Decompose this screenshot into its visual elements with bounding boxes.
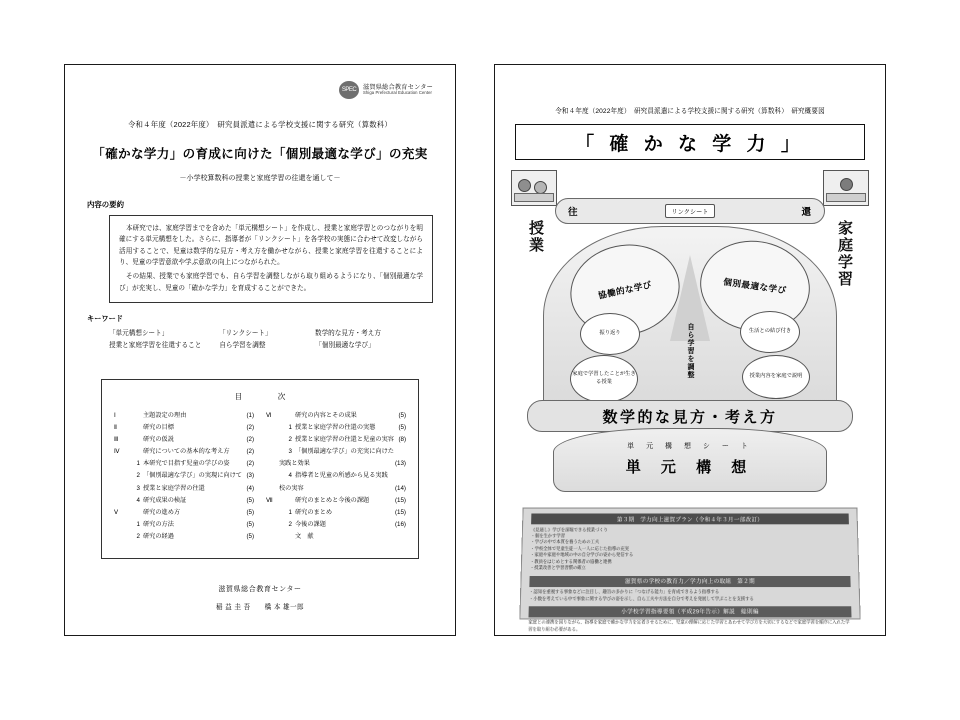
toc-entry-text: 研究のまとめ — [295, 508, 333, 516]
keyword: 授業と家庭学習を往還すること — [109, 342, 202, 350]
toc-entry-text: 指導者と児童の所感から見る実践 — [295, 472, 388, 480]
keyword: 数学的な見方・考え方 — [315, 329, 381, 337]
toc-entry[interactable] — [266, 434, 406, 446]
home-study-illustration-icon — [823, 170, 869, 206]
toc-entry[interactable] — [266, 410, 406, 422]
unit-plan-label: 単 元 構 想 — [625, 459, 755, 476]
note-line: ・認知を重視する事象などに注目し、趣旨の多かりに「つなげる能力」を育成できるよう指導する — [529, 589, 720, 595]
circle-explain-at-home — [742, 355, 810, 399]
toc-entry-text: 研究の進め方 — [143, 508, 181, 516]
toc-entry-text: 文 献 — [295, 532, 314, 540]
toc-entry-subnumber: 2 — [288, 520, 292, 528]
note-title-3: 小学校学習指導要領（平成29年告示）解説 総則編 — [528, 606, 851, 617]
toc-entry-text: 研究成果の検証 — [143, 496, 187, 504]
toc-entry[interactable] — [266, 483, 406, 495]
note-line: ・小数を考えている中で事象に関する学びの姿を示し、自ら工夫や方法を自分で考えを発展して学ぶことを支援する — [528, 595, 754, 601]
note-line: 《見通し》学びを深堀できる授業づくり — [530, 526, 608, 532]
toc-entry-text: 授業と家庭学習の往還と児童の実容 — [295, 436, 394, 444]
toc-entry[interactable] — [114, 495, 254, 507]
toc-entry[interactable] — [266, 507, 406, 519]
toc-entry-text: 研究の内容とその成果 — [295, 412, 357, 419]
circle-reflection-label: 振り返り — [599, 330, 621, 337]
logo-en-name: Shiga Prefectural Education Center — [362, 90, 433, 96]
toc-entry-number: Ⅲ — [114, 436, 119, 444]
toc-entry-number: Ⅳ — [114, 448, 120, 456]
document-page-left — [64, 64, 456, 636]
overview-title-box — [515, 124, 865, 160]
toc-entry-page: (3) — [246, 472, 254, 480]
toc-entry-subnumber: 2 — [288, 436, 292, 444]
toc-entry-text: 研究の目標 — [143, 424, 174, 432]
abstract-paragraph-1: 本研究では、家庭学習までを含めた「単元構想シート」を作成し、授業と家庭学習とのつながりを明確にする単元構想をした。さらに、指導者が「リンクシート」を各学校の実態に合わせて改変しながら活用することで、児童は数学的な見方・考え方を働かせながら、授業と家庭学習を往還することにより、児童の学習意欲や学ぶ意欲の向上につながられた。 — [119, 225, 423, 266]
overview-kicker: 令和４年度（2022年度） 研究員派遣による学校支援に関する研究（算数科） 研究概要図 — [555, 108, 825, 115]
note-line: ・教員をはじめとする関係者の協働と連携 — [529, 558, 612, 564]
toc-entry-page: (5) — [246, 496, 254, 504]
toc-entry-text: 授業と家庭学習の往還 — [143, 484, 205, 492]
toc-entry-page: (5) — [398, 412, 406, 419]
toc-entry-number: Ⅶ — [266, 496, 273, 504]
classroom-illustration-icon — [511, 170, 557, 206]
toc-entry-text: 主題設定の理由 — [143, 412, 187, 419]
logo-mark-icon: SPEC — [339, 81, 359, 99]
circle-home-to-lesson — [570, 355, 638, 403]
toc-entry-number: Ⅴ — [114, 508, 119, 516]
circle-explain-at-home-label: 授業内容を家庭で説明 — [749, 373, 803, 380]
toc-entry-page: (4) — [246, 484, 254, 492]
toc-entry-text: 「個別最適な学び」の充実に向けた — [295, 448, 394, 456]
toc-entry-page: (8) — [398, 436, 406, 444]
keyword: 自ら学習を調整 — [219, 342, 266, 350]
toc-entry-text: 本研究で目指す児童の学びの姿 — [143, 460, 230, 468]
label-return: 還 — [801, 207, 812, 218]
toc-entry[interactable] — [114, 410, 254, 422]
link-sheet-chip: リンクシート — [665, 204, 714, 218]
toc-entry-subnumber: 3 — [136, 484, 140, 492]
note-title-1: 第３期 学力向上滋賀プラン（令和４年３月一部改訂） — [531, 514, 849, 525]
toc-entry[interactable] — [114, 470, 254, 482]
dome-shape — [543, 226, 837, 418]
toc-entry[interactable] — [114, 483, 254, 495]
toc-entry-subnumber: 1 — [136, 520, 140, 528]
toc-entry-text: 今後の課題 — [295, 520, 326, 528]
toc-entry-page: (13) — [394, 460, 406, 468]
reference-notes-panel — [519, 508, 860, 632]
page-title: 「確かな学力」の育成に向けた「個別最適な学び」の充実 — [92, 147, 428, 161]
toc-entry-text: 「個別最適な学び」の実現に向けて — [143, 472, 242, 480]
toc-entry-text: 研究についての基本的な考え方 — [143, 448, 230, 456]
toc-entry[interactable] — [266, 519, 406, 531]
toc-entry-subnumber: 1 — [136, 460, 140, 468]
circle-life-connection-label: 生活との結び付き — [748, 328, 792, 335]
note-line: ・学びの中で本質を養うための工夫 — [530, 539, 600, 545]
toc-entry[interactable] — [114, 446, 254, 458]
toc-entry-subnumber: 3 — [288, 448, 292, 456]
organization-name: 滋賀県総合教育センター — [218, 586, 302, 593]
label-home-study: 家庭学習 — [836, 220, 853, 288]
toc-entry-subnumber: 1 — [288, 424, 292, 432]
toc-entry-text: 研究の仮説 — [143, 436, 174, 444]
toc-entry-number: Ⅱ — [114, 424, 118, 432]
keywords-row — [109, 328, 433, 341]
note-line: 家庭との連携を図りながら、指導を家庭で確かな学力を定着させるために、児童の理解に応じた学習とあわせて学び方を大切にするなどで家庭学習を順序に入れた学習を取り組む必要がある。 — [528, 619, 850, 632]
label-outbound: 往 — [568, 207, 579, 218]
toc-entry-page: (15) — [394, 508, 406, 516]
circle-life-connection — [740, 311, 800, 353]
toc-entry[interactable] — [114, 458, 254, 470]
toc-entry[interactable] — [266, 422, 406, 434]
keyword: 「リンクシート」 — [219, 329, 272, 337]
toc-entry[interactable] — [114, 531, 254, 543]
toc-entry-page: (15) — [394, 496, 406, 504]
note-body-1 — [530, 527, 850, 572]
toc-entry[interactable] — [266, 495, 406, 507]
note-line: ・家庭や家庭や地域の中の自分学びの姿から発信する — [530, 552, 634, 558]
unit-plan-sheet-label: 単 元 構 想 シ ー ト — [627, 443, 753, 450]
toc-entry-text: 研究の経過 — [143, 532, 174, 540]
toc-entry-page: (5) — [398, 424, 406, 432]
toc-entry-subnumber: 1 — [288, 508, 292, 516]
toc-entry-page: (16) — [394, 520, 406, 528]
concept-diagram — [509, 164, 871, 494]
toc-entry-number: Ⅵ — [266, 412, 272, 419]
abstract-box — [109, 215, 433, 303]
toc-column-right — [266, 410, 406, 543]
toc-entry[interactable] — [114, 519, 254, 531]
table-of-contents — [101, 379, 419, 559]
keywords-label: キーワード — [87, 313, 123, 323]
unit-plan-cylinder — [553, 428, 827, 492]
keywords-list — [109, 328, 433, 353]
toc-entry-subnumber: 2 — [136, 532, 140, 540]
label-lesson: 授業 — [527, 220, 544, 254]
note-line: ・授業改善と学習習慣の確立 — [529, 565, 586, 571]
toc-entry[interactable] — [266, 446, 406, 458]
toc-entry-subnumber: 4 — [288, 472, 292, 480]
logo-jp-name: 滋賀県総合教育センター — [362, 84, 433, 92]
toc-entry[interactable] — [114, 422, 254, 434]
note-title-2: 滋賀県の学校の教育力／学力向上の取組 第２期 — [529, 576, 850, 587]
abstract-label: 内容の要約 — [87, 200, 124, 209]
author-names: 稲 益 圭 吾 橋 本 雄一郎 — [215, 604, 305, 611]
exchange-band — [555, 198, 825, 224]
toc-entry[interactable] — [266, 470, 406, 482]
toc-entry-page: (2) — [246, 436, 254, 444]
toc-entry-number: Ⅰ — [114, 412, 116, 419]
toc-column-left — [114, 410, 254, 543]
toc-entry-subnumber: 2 — [136, 472, 140, 480]
toc-entry[interactable] — [266, 458, 406, 470]
self-regulation-label: 自ら学習を調整 — [687, 323, 694, 379]
toc-entry-page: (5) — [246, 532, 254, 540]
math-perspective-label: 数学的な見方・考え方 — [602, 408, 778, 426]
circle-individual-label: 個別最適な学び — [722, 276, 788, 296]
toc-entry-page: (1) — [246, 412, 254, 419]
keyword: 「個別最適な学び」 — [315, 342, 375, 350]
circle-home-to-lesson-label: 家庭で学習したことが生きる授業 — [572, 371, 636, 385]
keywords-row — [109, 340, 433, 353]
center-logo — [87, 79, 433, 101]
circle-collaborative-label: 協働的な学び — [597, 279, 653, 301]
toc-entry-page: (5) — [246, 508, 254, 516]
overview-title: 「 確 か な 学 力 」 — [575, 133, 805, 155]
toc-entry-text: 実践と効果 — [279, 460, 310, 468]
toc-entry[interactable] — [266, 531, 406, 543]
document-kicker: 令和４年度（2022年度） 研究員派遣による学校支援に関する研究（算数科） — [127, 120, 393, 129]
page-subtitle: －小学校算数科の授業と家庭学習の往還を通して－ — [179, 175, 341, 182]
toc-entry-page: (5) — [246, 520, 254, 528]
note-body-3 — [528, 620, 852, 633]
toc-entry-text: 研究の方法 — [143, 520, 174, 528]
toc-entry-page: (2) — [246, 460, 254, 468]
note-body-2 — [529, 589, 851, 602]
toc-entry-page: (2) — [246, 448, 254, 456]
abstract-paragraph-2: その結果、授業でも家庭学習でも、自ら学習を調整しながら取り組めるようになり、「個別最適な学び」が充実し、児童の「確かな学力」を育成することができた。 — [119, 273, 423, 292]
toc-entry-text: 校の実容 — [279, 484, 304, 492]
note-line: ・個を生かす学習 — [530, 533, 566, 539]
toc-entry-page: (14) — [394, 484, 406, 492]
keyword: 「単元構想シート」 — [109, 329, 169, 337]
toc-entry-page: (2) — [246, 424, 254, 432]
toc-entry[interactable] — [114, 507, 254, 519]
toc-entry-subnumber: 4 — [136, 496, 140, 504]
circle-reflection — [580, 313, 640, 355]
document-footer — [87, 584, 433, 611]
toc-entry-text: 授業と家庭学習の往還の実態 — [295, 424, 376, 432]
toc-entry-text: 研究のまとめと今後の課題 — [295, 496, 370, 504]
document-page-right — [494, 64, 886, 636]
note-line: ・学校全体で児童生徒一人一人に応じた指導の充実 — [530, 545, 630, 551]
toc-heading: 目 次 — [234, 392, 300, 401]
toc-entry[interactable] — [114, 434, 254, 446]
